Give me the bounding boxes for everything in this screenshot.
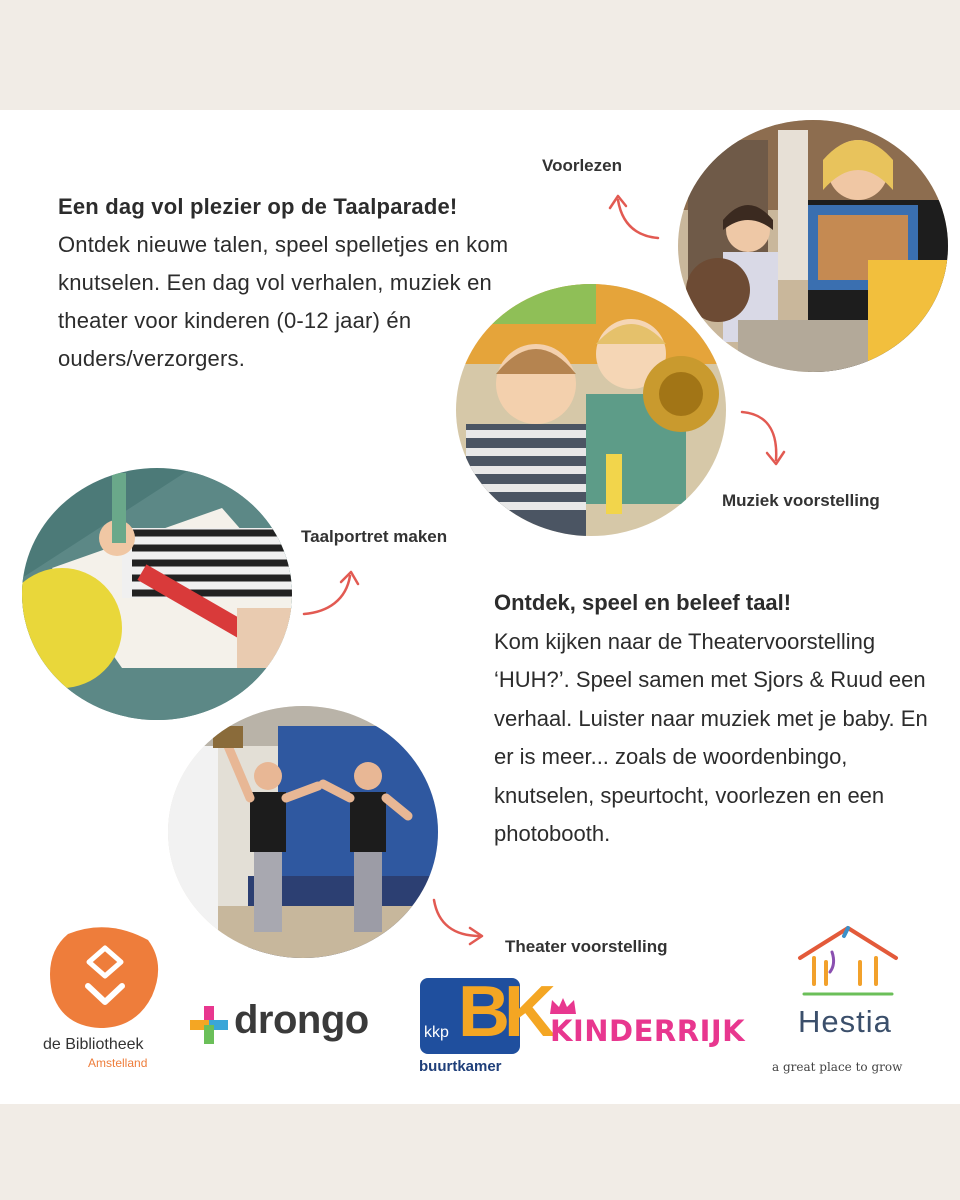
photo-muziek bbox=[456, 284, 726, 536]
kkp-small: kkp bbox=[424, 1024, 449, 1041]
intro-body: Ontdek nieuwe talen, speel spelletjes en kom knutselen. Een dag vol verhalen, muziek en theater voor kinderen (0-12 jaar) én ouders/verzorgers. bbox=[58, 232, 509, 371]
intro-heading: Een dag vol plezier op de Taalparade! bbox=[58, 194, 458, 219]
photo-voorlezen bbox=[678, 120, 948, 372]
arrow-taalportret-icon bbox=[300, 564, 360, 620]
photo-theater bbox=[168, 706, 438, 958]
drongo-plus-icon bbox=[190, 1006, 228, 1044]
logo-kinderrijk bbox=[548, 996, 758, 1056]
drongo-wordmark: drongo bbox=[234, 998, 369, 1042]
poster-card bbox=[0, 110, 960, 1104]
hestia-tagline: a great place to grow bbox=[772, 1060, 903, 1074]
second-body: Kom kijken naar de Theatervoorstelling ‘HUH?’. Speel samen met Sjors & Ruud een verhaal. Luister naar muziek met je baby. En er is meer... zoals de woordenbingo, knutselen, speurtocht, voorlezen en een photobooth. bbox=[494, 628, 928, 846]
second-text bbox=[494, 584, 946, 854]
label-theater: Theater voorstelling bbox=[505, 937, 668, 956]
label-muziek: Muziek voorstelling bbox=[722, 491, 880, 510]
logo-kkp-buurtkamer bbox=[416, 972, 550, 1078]
crown-icon bbox=[548, 996, 578, 1016]
bibliotheek-logo-icon bbox=[48, 924, 162, 1030]
photo-taalportret bbox=[22, 468, 292, 720]
arrow-voorlezen-icon bbox=[606, 184, 666, 244]
arrow-muziek-icon bbox=[738, 406, 790, 472]
bibliotheek-place: Amstelland bbox=[88, 1056, 148, 1070]
arrow-theater-icon bbox=[428, 896, 488, 946]
bibliotheek-name: de Bibliotheek bbox=[43, 1036, 144, 1053]
label-taalportret: Taalportret maken bbox=[301, 527, 448, 546]
kinderrijk-wordmark: KINDERRIJK bbox=[550, 1014, 746, 1048]
second-heading: Ontdek, speel en beleef taal! bbox=[494, 590, 792, 615]
label-voorlezen: Voorlezen bbox=[542, 156, 622, 175]
logo-drongo bbox=[190, 1000, 390, 1050]
logo-bibliotheek bbox=[40, 924, 180, 1074]
logo-hestia bbox=[770, 920, 926, 1080]
kkp-letters: BK bbox=[458, 972, 550, 1052]
hestia-wordmark: Hestia bbox=[798, 1004, 892, 1039]
buurtkamer-label: buurtkamer bbox=[419, 1058, 502, 1075]
hestia-house-icon bbox=[796, 924, 900, 1000]
